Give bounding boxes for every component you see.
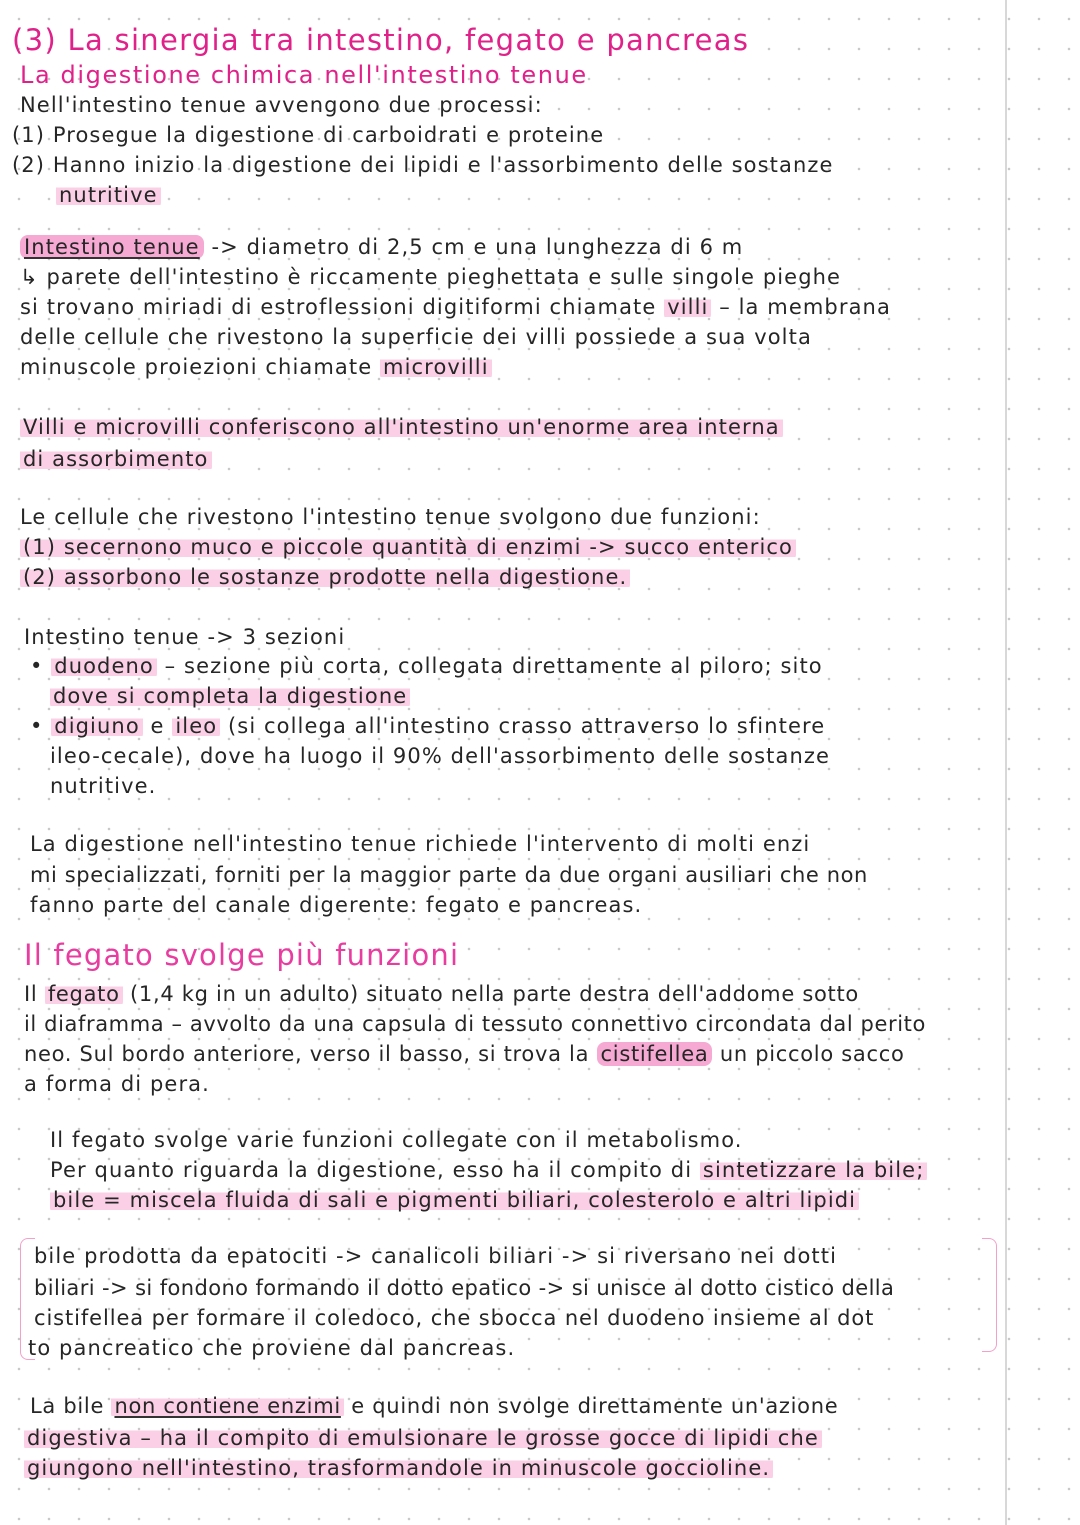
sezioni-line: ileo-cecale), dove ha luogo il 90% dell'assorbimento delle sostanze (50, 744, 831, 768)
intro-line: (2) Hanno inizio la digestione dei lipidi e l'assorbimento delle sostanze (12, 153, 834, 177)
tenue-line: delle cellule che rivestono la superficie dei villi possiede a sua volta (20, 325, 812, 349)
metabolismo-line: Il fegato svolge varie funzioni collegate con il metabolismo. (50, 1128, 743, 1152)
metabolismo-line: bile = miscela fluida di sali e pigmenti biliari, colesterolo e altri lipidi (50, 1186, 859, 1214)
intro-line: Nell'intestino tenue avvengono due processi: (20, 93, 543, 117)
sezioni-line: Intestino tenue -> 3 sezioni (24, 625, 346, 649)
enzimi-line: mi specializzati, forniti per la maggior parte da due organi ausiliari che non (30, 863, 868, 887)
term-microvilli: microvilli (380, 355, 492, 379)
bile-box-line: cistifellea per formare il coledoco, che sbocca nel duodeno insieme al dot (34, 1306, 875, 1330)
sezioni-line: nutritive. (50, 774, 157, 798)
tenue-line: ↳ parete dell'intestino è riccamente pieghettata e sulle singole pieghe (20, 265, 842, 289)
term-sintetizzare-bile: sintetizzare la bile; (700, 1158, 927, 1182)
term-villi: villi (664, 295, 711, 319)
bile-box-line: to pancreatico che proviene dal pancreas. (28, 1336, 516, 1360)
fegato-line: neo. Sul bordo anteriore, verso il basso, si trova la cistifellea un piccolo sacco (24, 1042, 905, 1066)
intro-line: nutritive (56, 181, 161, 209)
tenue-line: Intestino tenue -> diametro di 2,5 cm e una lunghezza di 6 m (20, 233, 743, 261)
intro-line: (1) Prosegue la digestione di carboidrati e proteine (12, 123, 605, 147)
term-non-contiene-enzimi: non contiene enzimi (111, 1394, 343, 1418)
sezioni-bullet: • duodeno – sezione più corta, collegata direttamente al piloro; sito (30, 654, 823, 678)
bile-final-line: giungono nell'intestino, trasformandole in minuscole goccioline. (24, 1454, 773, 1482)
sezioni-line: dove si completa la digestione (50, 682, 410, 710)
bile-final-line: digestiva – ha il compito di emulsionare le grosse gocce di lipidi che (24, 1424, 822, 1452)
fegato-line: il diaframma – avvolto da una capsula di tessuto connettivo circondata dal perito (24, 1012, 926, 1036)
enzimi-line: La digestione nell'intestino tenue richiede l'intervento di molti enzi (30, 832, 811, 856)
cellule-line: Le cellule che rivestono l'intestino tenue svolgono due funzioni: (20, 505, 761, 529)
cellule-line: (2) assorbono le sostanze prodotte nella digestione. (20, 563, 630, 591)
bile-box-line: biliari -> si fondono formando il dotto epatico -> si unisce al dotto cistico della (34, 1276, 895, 1300)
villi-line: Villi e microvilli conferiscono all'intestino un'enorme area interna (20, 413, 783, 441)
fegato-line: Il fegato (1,4 kg in un adulto) situato nella parte destra dell'addome sotto (24, 982, 859, 1006)
bile-box-line: bile prodotta da epatociti -> canalicoli biliari -> si riversano nei dotti (34, 1244, 838, 1268)
term-ileo: ileo (172, 714, 220, 738)
fegato-line: a forma di pera. (24, 1072, 210, 1096)
tenue-line: minuscole proiezioni chiamate microvilli (20, 353, 492, 381)
term-cistifellea: cistifellea (597, 1042, 713, 1066)
term-fegato: fegato (45, 982, 123, 1006)
metabolismo-line: Per quanto riguarda la digestione, esso ha il compito di sintetizzare la bile; (50, 1156, 927, 1184)
villi-line: di assorbimento (20, 445, 212, 473)
fegato-heading: Il fegato svolge più funzioni (24, 938, 460, 972)
bile-box-right-bracket (982, 1238, 997, 1352)
page-title: (3) La sinergia tra intestino, fegato e pancreas (12, 23, 750, 57)
tenue-line: si trovano miriadi di estroflessioni digitiformi chiamate villi – la membrana (20, 295, 891, 319)
term-digiuno: digiuno (51, 714, 143, 738)
term-duodeno: duodeno (51, 654, 157, 678)
enzimi-line: fanno parte del canale digerente: fegato e pancreas. (30, 893, 643, 917)
sezioni-bullet: • digiuno e ileo (si collega all'intestino crasso attraverso lo sfintere (30, 714, 826, 738)
bile-final-line: La bile non contiene enzimi e quindi non svolge direttamente un'azione (30, 1394, 839, 1418)
term-intestino-tenue: Intestino tenue (20, 235, 204, 259)
page-margin-line (1005, 0, 1007, 1525)
cellule-line: (1) secernono muco e piccole quantità di enzimi -> succo enterico (20, 533, 796, 561)
section-subtitle: La digestione chimica nell'intestino tenue (20, 61, 588, 89)
